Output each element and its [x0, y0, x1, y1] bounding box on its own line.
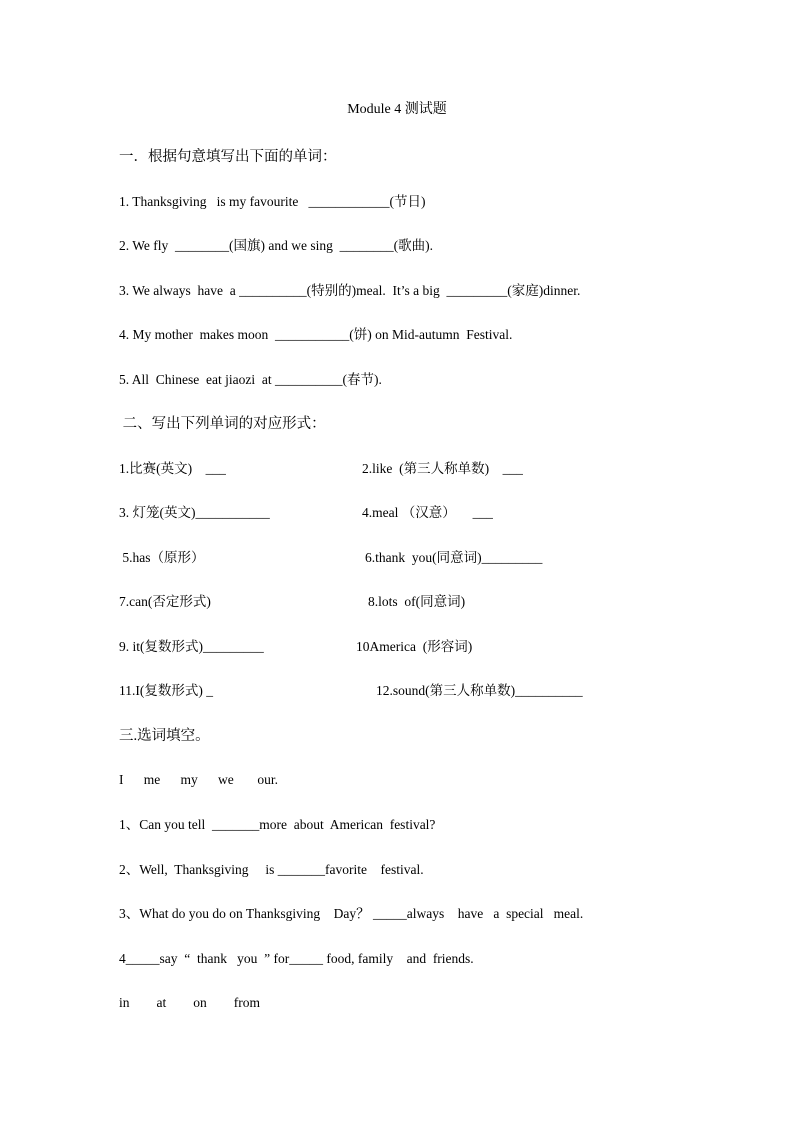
- section2-heading: 二、写出下列单词的对应形式：: [119, 416, 326, 432]
- word-bank-1: I me my we our.: [119, 772, 278, 787]
- s3-item-4: 4_____say “ thank you ” for_____ food, family and friends.: [119, 951, 474, 966]
- s2-row-2-left: 3. 灯笼(英文)___________: [119, 505, 270, 520]
- s2-row-1-left: 1.比赛(英文) ___: [119, 461, 226, 476]
- s1-item-5: 5. All Chinese eat jiaozi at __________(春节).: [119, 372, 382, 387]
- s2-row-3-left: 5.has（原形）: [119, 550, 205, 565]
- s2-row-5-left: 9. it(复数形式)_________: [119, 639, 264, 654]
- s2-row-2-right: 4.meal （汉意） ___: [362, 505, 493, 520]
- s3-item-1: 1、Can you tell _______more about American festival?: [119, 817, 436, 832]
- s3-item-2: 2、Well, Thanksgiving is _______favorite festival.: [119, 862, 424, 877]
- word-bank-2: in at on from: [119, 995, 260, 1010]
- s2-row-4-right: 8.lots of(同意词): [368, 594, 466, 609]
- section3-heading: 三.选词填空。: [119, 728, 210, 744]
- s2-row-6-right: 12.sound(第三人称单数)__________: [376, 683, 583, 698]
- s2-row-1-right: 2.like (第三人称单数) ___: [362, 461, 523, 476]
- s3-item-3: 3、What do you do on Thanksgiving Day？ _____always have a special meal.: [119, 906, 584, 921]
- s1-item-2: 2. We fly ________(国旗) and we sing ________(歌曲).: [119, 238, 434, 253]
- s1-item-1: 1. Thanksgiving is my favourite ____________(节日): [119, 194, 426, 209]
- s2-row-3-right: 6.thank you(同意词)_________: [365, 550, 543, 565]
- s2-row-6-left: 11.I(复数形式) _: [119, 683, 213, 698]
- s1-item-4: 4. My mother makes moon ___________(饼) on Mid-autumn Festival.: [119, 327, 513, 342]
- s1-item-3: 3. We always have a __________(特别的)meal. It’s a big _________(家庭)dinner.: [119, 283, 581, 298]
- s2-row-4-left: 7.can(否定形式): [119, 594, 211, 609]
- section1-heading: 一．根据句意填写出下面的单词：: [119, 149, 337, 165]
- page-title: Module 4 测试题: [347, 102, 447, 117]
- s2-row-5-right: 10America (形容词): [356, 639, 473, 654]
